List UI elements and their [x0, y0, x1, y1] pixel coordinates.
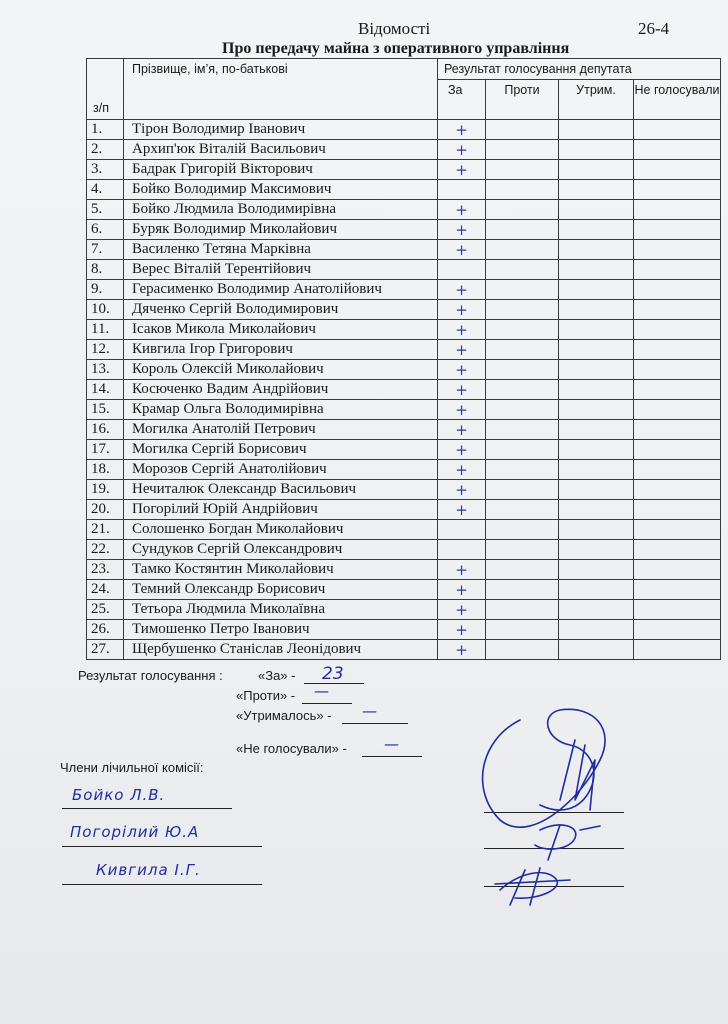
row-vote-za: + — [438, 420, 486, 440]
row-name: Бойко Людмила Володимирівна — [124, 200, 438, 220]
result-label: Результат голосування : — [78, 668, 223, 683]
row-number: 8. — [87, 260, 124, 280]
column-header-proty: Проти — [486, 80, 559, 120]
row-vote-za: + — [438, 120, 486, 140]
column-header-ne-golosuvaly-label: Не голосували — [634, 83, 720, 97]
row-vote-za: + — [438, 500, 486, 520]
result-utrym-value: — — [362, 702, 377, 720]
commission-member-3: Кивгила І.Г. — [96, 861, 201, 879]
row-name: Щербушенко Станіслав Леонідович — [124, 640, 438, 660]
column-header-number: з/п — [87, 59, 124, 120]
signature-1 — [483, 709, 605, 827]
row-number: 23. — [87, 560, 124, 580]
row-name: Бойко Володимир Максимович — [124, 180, 438, 200]
row-vote-za: + — [438, 560, 486, 580]
row-name: Сундуков Сергій Олександрович — [124, 540, 438, 560]
column-header-utrym: Утрим. — [559, 80, 634, 120]
row-number: 2. — [87, 140, 124, 160]
result-proty-value: — — [314, 682, 329, 700]
result-za-value: 23 — [322, 664, 344, 684]
row-vote-za: + — [438, 380, 486, 400]
row-vote-za: + — [438, 460, 486, 480]
document-number: 26-4 — [638, 19, 670, 38]
row-vote-za: + — [438, 300, 486, 320]
row-number: 11. — [87, 320, 124, 340]
signature-1b — [560, 740, 595, 810]
row-number: 7. — [87, 240, 124, 260]
row-number: 5. — [87, 200, 124, 220]
row-vote-za: + — [438, 140, 486, 160]
row-vote-za: + — [438, 160, 486, 180]
signature-2 — [535, 825, 600, 860]
row-number: 9. — [87, 280, 124, 300]
row-vote-za: + — [438, 400, 486, 420]
column-header-name: Прізвище, ім’я, по-батькові — [124, 59, 438, 120]
row-vote-za: + — [438, 240, 486, 260]
row-number: 25. — [87, 600, 124, 620]
row-name: Дяченко Сергій Володимирович — [124, 300, 438, 320]
result-proty-label: «Проти» - — [236, 688, 296, 703]
row-name: Морозов Сергій Анатолійович — [124, 460, 438, 480]
row-name: Могилка Сергій Борисович — [124, 440, 438, 460]
row-number: 24. — [87, 580, 124, 600]
row-name: Король Олексій Миколайович — [124, 360, 438, 380]
column-header-za: За — [438, 80, 486, 120]
row-number: 20. — [87, 500, 124, 520]
row-number: 22. — [87, 540, 124, 560]
row-number: 14. — [87, 380, 124, 400]
row-number: 6. — [87, 220, 124, 240]
row-vote-za: + — [438, 320, 486, 340]
signature-3 — [495, 868, 570, 905]
row-name: Буряк Володимир Миколайович — [124, 220, 438, 240]
row-number: 16. — [87, 420, 124, 440]
row-vote-za: + — [438, 280, 486, 300]
row-number: 19. — [87, 480, 124, 500]
column-header-result: Результат голосування депутата — [438, 59, 721, 80]
commission-label: Члени лічильної комісії: — [60, 760, 204, 775]
row-number: 10. — [87, 300, 124, 320]
result-utrym-label: «Утрималось» - — [236, 708, 332, 723]
row-number: 27. — [87, 640, 124, 660]
row-name: Архип'юк Віталій Васильович — [124, 140, 438, 160]
row-vote-za: + — [438, 600, 486, 620]
row-vote-za: + — [438, 640, 486, 660]
row-number: 18. — [87, 460, 124, 480]
row-name: Солошенко Богдан Миколайович — [124, 520, 438, 540]
row-name: Тірон Володимир Іванович — [124, 120, 438, 140]
result-ne-value: — — [384, 735, 399, 753]
row-number: 1. — [87, 120, 124, 140]
row-name: Тамко Костянтин Миколайович — [124, 560, 438, 580]
result-za-label: «За» - — [258, 668, 296, 683]
commission-member-1: Бойко Л.В. — [72, 786, 166, 804]
document-subtitle: Про передачу майна з оперативного управління — [222, 40, 570, 57]
document-title: Відомості — [358, 19, 431, 38]
row-name: Верес Віталій Терентійович — [124, 260, 438, 280]
row-name: Погорілий Юрій Андрійович — [124, 500, 438, 520]
row-vote-za: + — [438, 580, 486, 600]
row-number: 21. — [87, 520, 124, 540]
row-vote-za: + — [438, 360, 486, 380]
row-number: 17. — [87, 440, 124, 460]
row-number: 4. — [87, 180, 124, 200]
row-name: Кивгила Ігор Григорович — [124, 340, 438, 360]
row-name: Могилка Анатолій Петрович — [124, 420, 438, 440]
row-name: Крамар Ольга Володимирівна — [124, 400, 438, 420]
commission-member-2: Погорілий Ю.А — [70, 823, 200, 841]
row-number: 13. — [87, 360, 124, 380]
row-vote-za: + — [438, 340, 486, 360]
row-vote-za: + — [438, 200, 486, 220]
row-name: Тетьора Людмила Миколаївна — [124, 600, 438, 620]
row-vote-za: + — [438, 220, 486, 240]
row-name: Бадрак Григорій Вікторович — [124, 160, 438, 180]
row-number: 12. — [87, 340, 124, 360]
row-name: Ісаков Микола Миколайович — [124, 320, 438, 340]
row-name: Нечиталюк Олександр Васильович — [124, 480, 438, 500]
result-ne-label: «Не голосували» - — [236, 741, 347, 756]
row-name: Тимошенко Петро Іванович — [124, 620, 438, 640]
row-vote-za: + — [438, 480, 486, 500]
row-name: Василенко Тетяна Марківна — [124, 240, 438, 260]
row-name: Темний Олександр Борисович — [124, 580, 438, 600]
row-number: 3. — [87, 160, 124, 180]
row-vote-za: + — [438, 620, 486, 640]
row-name: Косюченко Вадим Андрійович — [124, 380, 438, 400]
row-name: Герасименко Володимир Анатолійович — [124, 280, 438, 300]
row-number: 26. — [87, 620, 124, 640]
row-number: 15. — [87, 400, 124, 420]
row-vote-za: + — [438, 440, 486, 460]
